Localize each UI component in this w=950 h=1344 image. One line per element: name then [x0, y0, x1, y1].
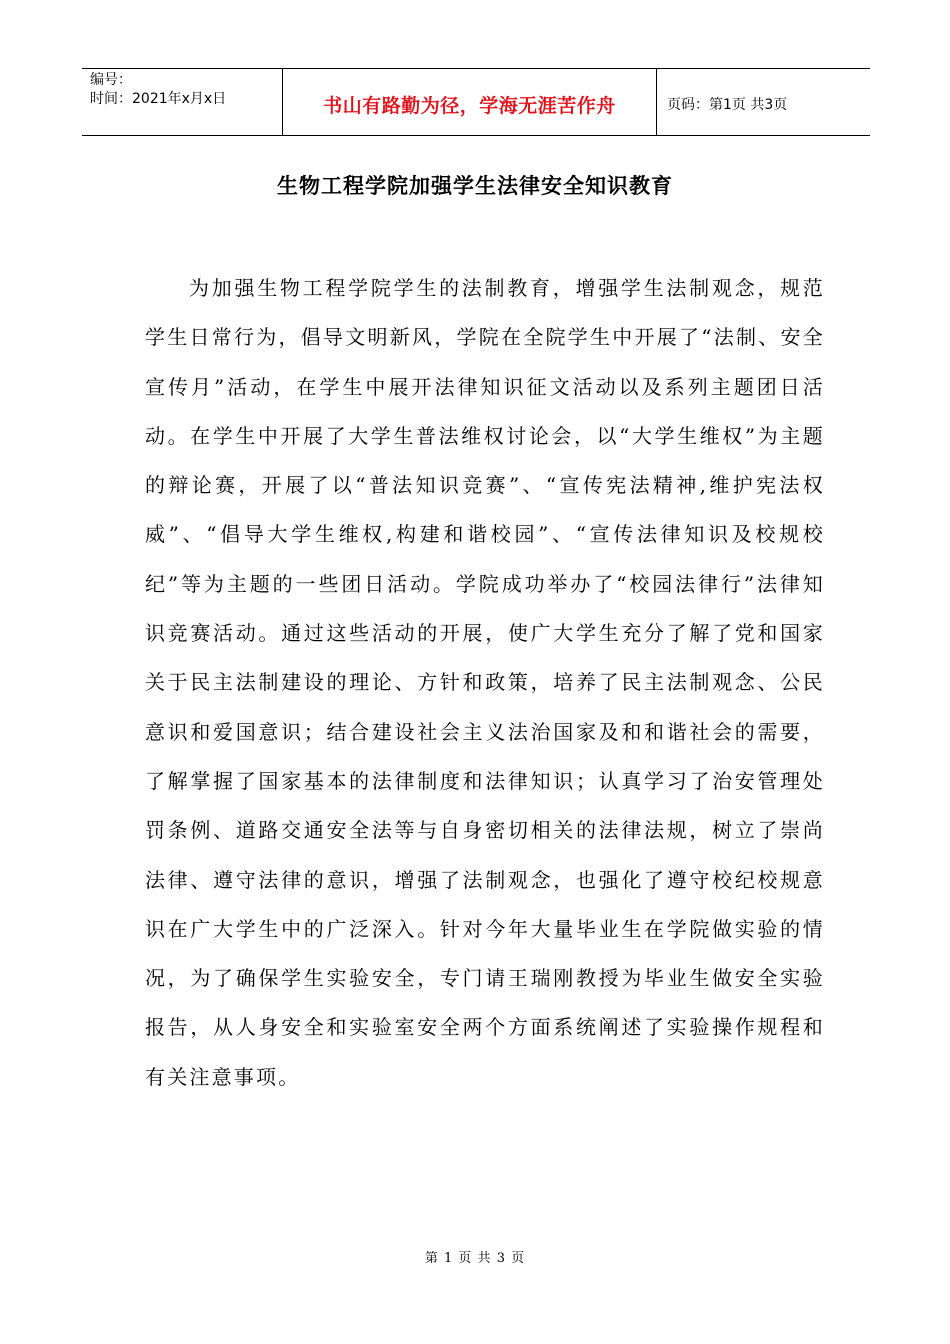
header-page-info: 页码：第1页 共3页: [667, 97, 788, 113]
document-number-label: 编号：: [90, 72, 132, 88]
header-motto: 书山有路勤为径，学海无涯苦作舟: [283, 69, 657, 135]
document-title: 生物工程学院加强学生法律安全知识教育: [277, 173, 673, 198]
page-footer: 第 1 页 共 3 页: [424, 1251, 526, 1266]
document-date-label: 时间：2021年x月x日: [90, 91, 227, 107]
document-body: [145, 264, 825, 1102]
document-header: [82, 68, 870, 136]
header-meta: [82, 69, 283, 135]
body-paragraph: 为加强生物工程学院学生的法制教育，增强学生法制观念，规范学生日常行为，倡导文明新风，学院在全院学生中开展了“法制、安全宣传月”活动，在学生中展开法律知识征文活动以及系列主题团日活动。在学生中开展了大学生普法维权讨论会，以“大学生维权”为主题的辩论赛，开展了以“普法知识竞赛”、“宣传宪法精神,维护宪法权威”、“倡导大学生维权,构建和谐校园”、“宣传法律知识及校规校纪”等为主题的一些团日活动。学院成功举办了“校园法律行”法律知识竞赛活动。通过这些活动的开展，使广大学生充分了解了党和国家关于民主法制建设的理论、方针和政策，培养了民主法制观念、公民意识和爱国意识；结合建设社会主义法治国家及和和谐社会的需要，了解掌握了国家基本的法律制度和法律知识；认真学习了治安管理处罚条例、道路交通安全法等与自身密切相关的法律法规，树立了崇尚法律、遵守法律的意识，增强了法制观念，也强化了遵守校纪校规意识在广大学生中的广泛深入。针对今年大量毕业生在学院做实验的情况，为了确保学生实验安全，专门请王瑞刚教授为毕业生做安全实验报告，从人身安全和实验室安全两个方面系统阐述了实验操作规程和有关注意事项。: [145, 276, 825, 1089]
